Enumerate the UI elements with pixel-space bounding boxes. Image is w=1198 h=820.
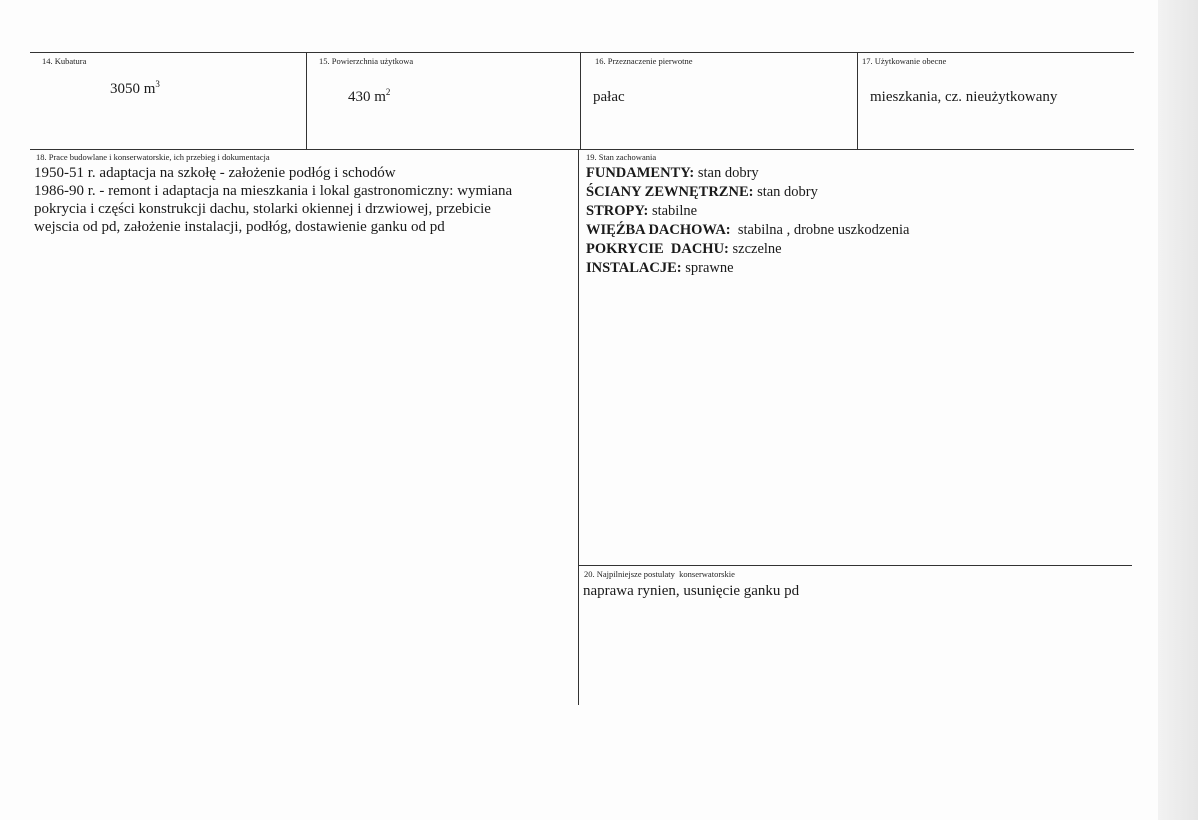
condition-key: POKRYCIE DACHU: [586, 241, 729, 257]
condition-value: stabilne [648, 203, 698, 219]
field-19-label: 19. Stan zachowania [586, 152, 657, 162]
field-16-label: 16. Przeznaczenie pierwotne [595, 56, 693, 66]
divider-18-19 [578, 149, 579, 705]
condition-value: szczelne [728, 241, 782, 257]
field-14-value [110, 80, 160, 98]
divider-15-16 [580, 52, 581, 149]
page-edge [1158, 0, 1198, 820]
field-16-value: pałac [593, 89, 625, 105]
field-18-line: 1950-51 r. adaptacja na szkołę - założenie podłóg i schodów [34, 165, 396, 181]
postulates-rule [578, 565, 1132, 566]
field-18-line: pokrycia i części konstrukcji dachu, stolarki okiennej i drzwiowej, przebicie [34, 201, 491, 217]
field-17-label: 17. Użytkowanie obecne [862, 56, 947, 66]
condition-ceilings [586, 202, 1146, 221]
field-19-text [586, 164, 1146, 278]
condition-value: stan dobry [753, 184, 818, 200]
field-15-value [348, 88, 390, 106]
field-20-value: naprawa rynien, usunięcie ganku pd [583, 583, 800, 599]
condition-installations [586, 259, 1146, 278]
condition-foundations [586, 164, 1146, 183]
condition-key: WIĘŹBA DACHOWA: [586, 222, 731, 238]
divider-16-17 [857, 52, 858, 149]
field-20-label: 20. Najpilniejsze postulaty konserwatorskie [584, 569, 735, 579]
field-14-label: 14. Kubatura [42, 56, 87, 66]
middle-rule [30, 149, 1134, 150]
condition-key: ŚCIANY ZEWNĘTRZNE: [586, 184, 754, 200]
field-15-number: 430 m [348, 89, 386, 105]
condition-key: STROPY: [586, 203, 649, 219]
condition-external-walls [586, 183, 1146, 202]
field-15-unit-exponent: 2 [385, 87, 391, 97]
condition-roof-covering [586, 240, 1146, 259]
condition-value: stabilna , drobne uszkodzenia [730, 222, 910, 238]
condition-key: FUNDAMENTY: [586, 165, 695, 181]
field-18-line: wejscia od pd, założenie instalacji, podłóg, dostawienie ganku od pd [34, 219, 445, 235]
condition-roof-truss [586, 221, 1146, 240]
condition-key: INSTALACJE: [586, 260, 682, 276]
field-17-value: mieszkania, cz. nieużytkowany [870, 89, 1058, 105]
field-15-label: 15. Powierzchnia użytkowa [319, 56, 414, 66]
top-rule [30, 52, 1134, 53]
field-18-label: 18. Prace budowlane i konserwatorskie, ich przebieg i dokumentacja [36, 152, 270, 162]
condition-value: sprawne [681, 260, 734, 276]
field-18-text [34, 164, 570, 236]
condition-value: stan dobry [694, 165, 759, 181]
field-14-unit-exponent: 3 [155, 79, 160, 89]
field-18-line: 1986-90 r. - remont i adaptacja na mieszkania i lokal gastronomiczny: wymiana [34, 183, 513, 199]
divider-14-15 [306, 52, 307, 149]
field-14-number: 3050 m [110, 81, 156, 97]
